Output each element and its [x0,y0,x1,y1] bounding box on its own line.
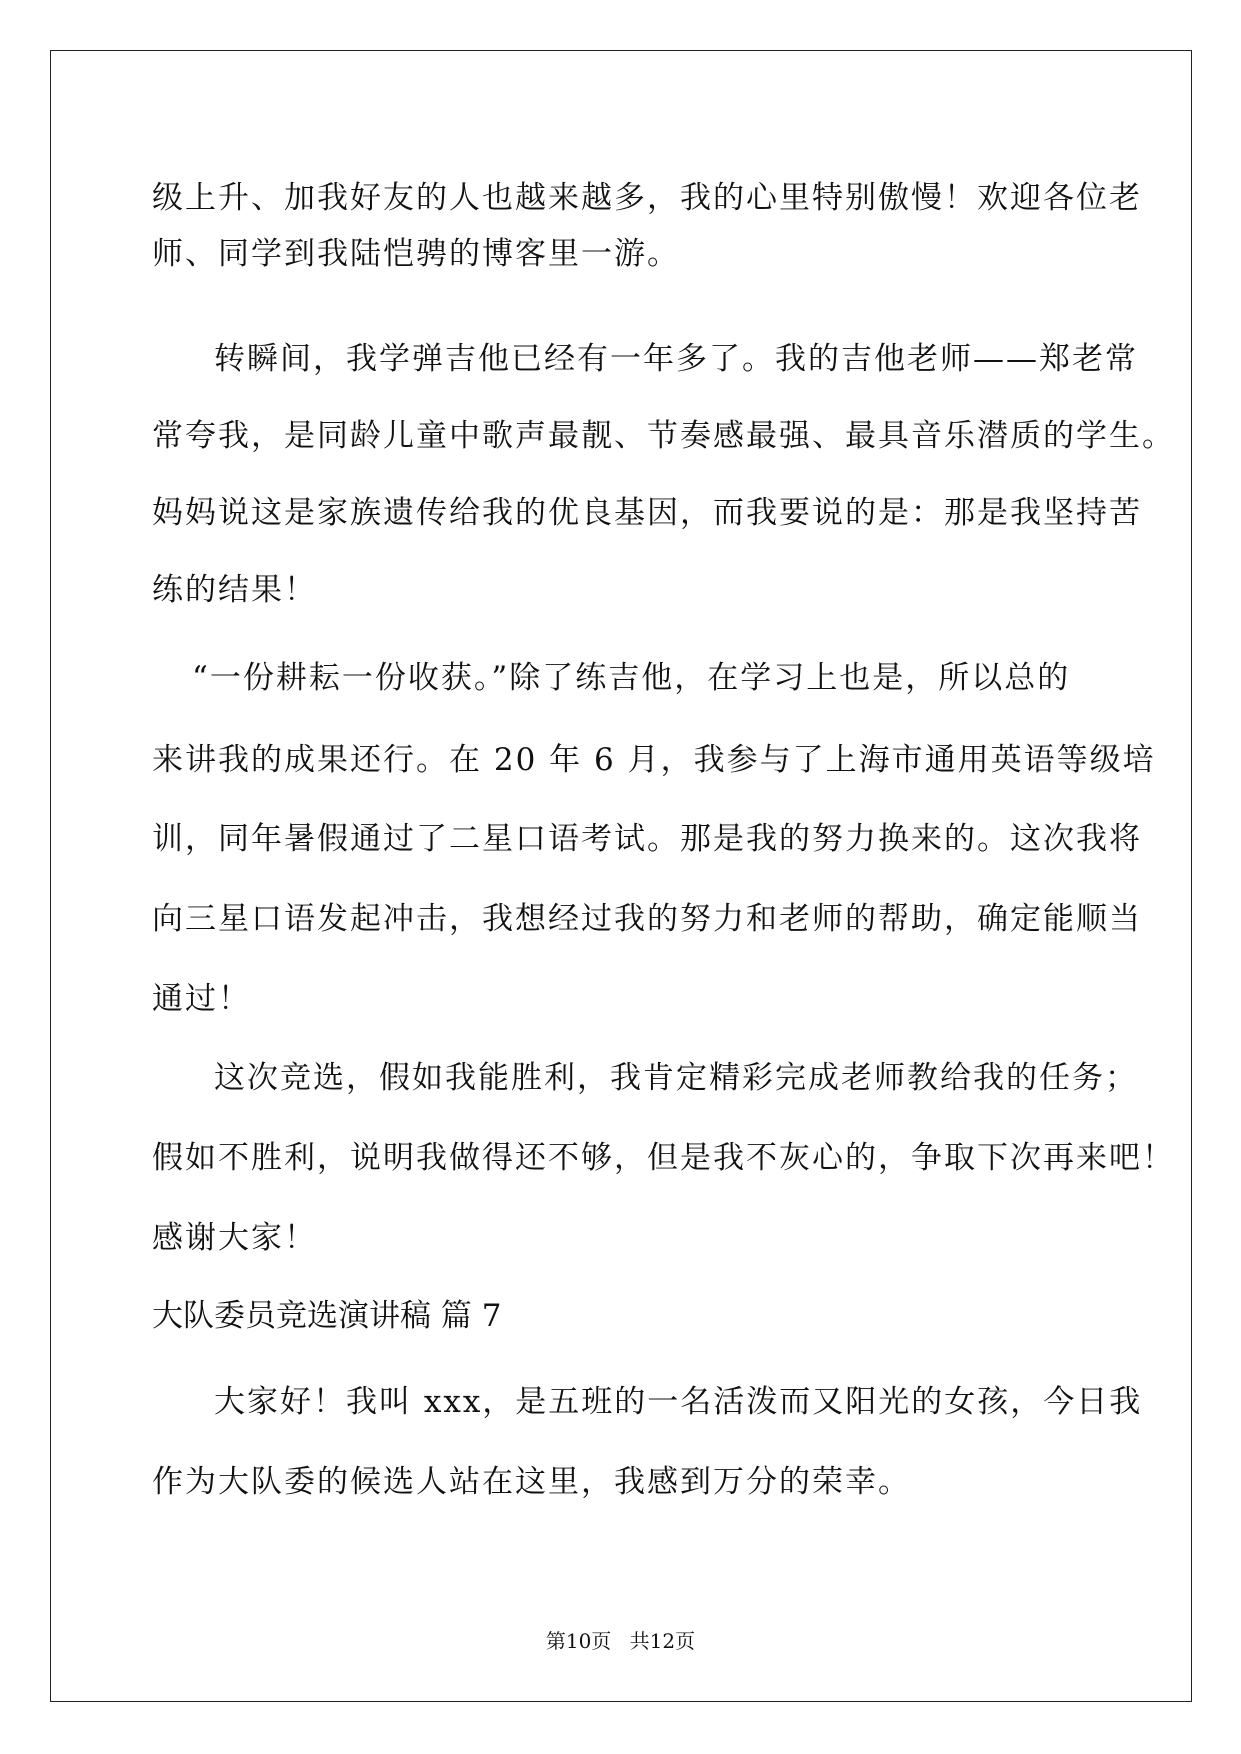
current-page-label: 第10页 [545,1629,612,1653]
text-line: 向三星口语发起冲击，我想经过我的努力和老师的帮助，确定能顺当 [152,901,1142,937]
page-border [50,50,1192,1702]
section-heading: 大队委员竞选演讲稿 篇 7 [152,1298,502,1334]
text-line: 来讲我的成果还行。在 20 年 6 月，我参与了上海市通用英语等级培 [152,742,1156,778]
text-line: 通过！ [152,981,251,1017]
text-line: “一份耕耘一份收获。”除了练吉他，在学习上也是，所以总的 [192,660,1071,696]
text-line: 转瞬间，我学弹吉他已经有一年多了。我的吉他老师——郑老常 [214,341,1138,377]
text-line: 感谢大家！ [152,1220,317,1256]
total-pages-label: 共12页 [629,1629,696,1653]
text-line: 级上升、加我好友的人也越来越多，我的心里特别傲慢！欢迎各位老 [152,180,1142,216]
text-line: 常夸我，是同龄儿童中歌声最靓、节奏感最强、最具音乐潜质的学生。 [152,418,1175,454]
text-line: 训，同年暑假通过了二星口语考试。那是我的努力换来的。这次我将 [152,821,1142,857]
text-line: 练的结果！ [152,572,317,608]
text-line: 假如不胜利，说明我做得还不够，但是我不灰心的，争取下次再来吧！ [152,1140,1175,1176]
text-line: 师、同学到我陆恺骋的博客里一游。 [152,236,680,272]
text-line: 妈妈说这是家族遗传给我的优良基因，而我要说的是：那是我坚持苦 [152,495,1142,531]
text-line: 这次竞选，假如我能胜利，我肯定精彩完成老师教给我的任务； [214,1060,1138,1096]
page-footer [0,1625,1241,1654]
text-line: 作为大队委的候选人站在这里，我感到万分的荣幸。 [152,1464,911,1500]
text-line: 大家好！我叫 xxx，是五班的一名活泼而又阳光的女孩，今日我 [214,1384,1143,1420]
